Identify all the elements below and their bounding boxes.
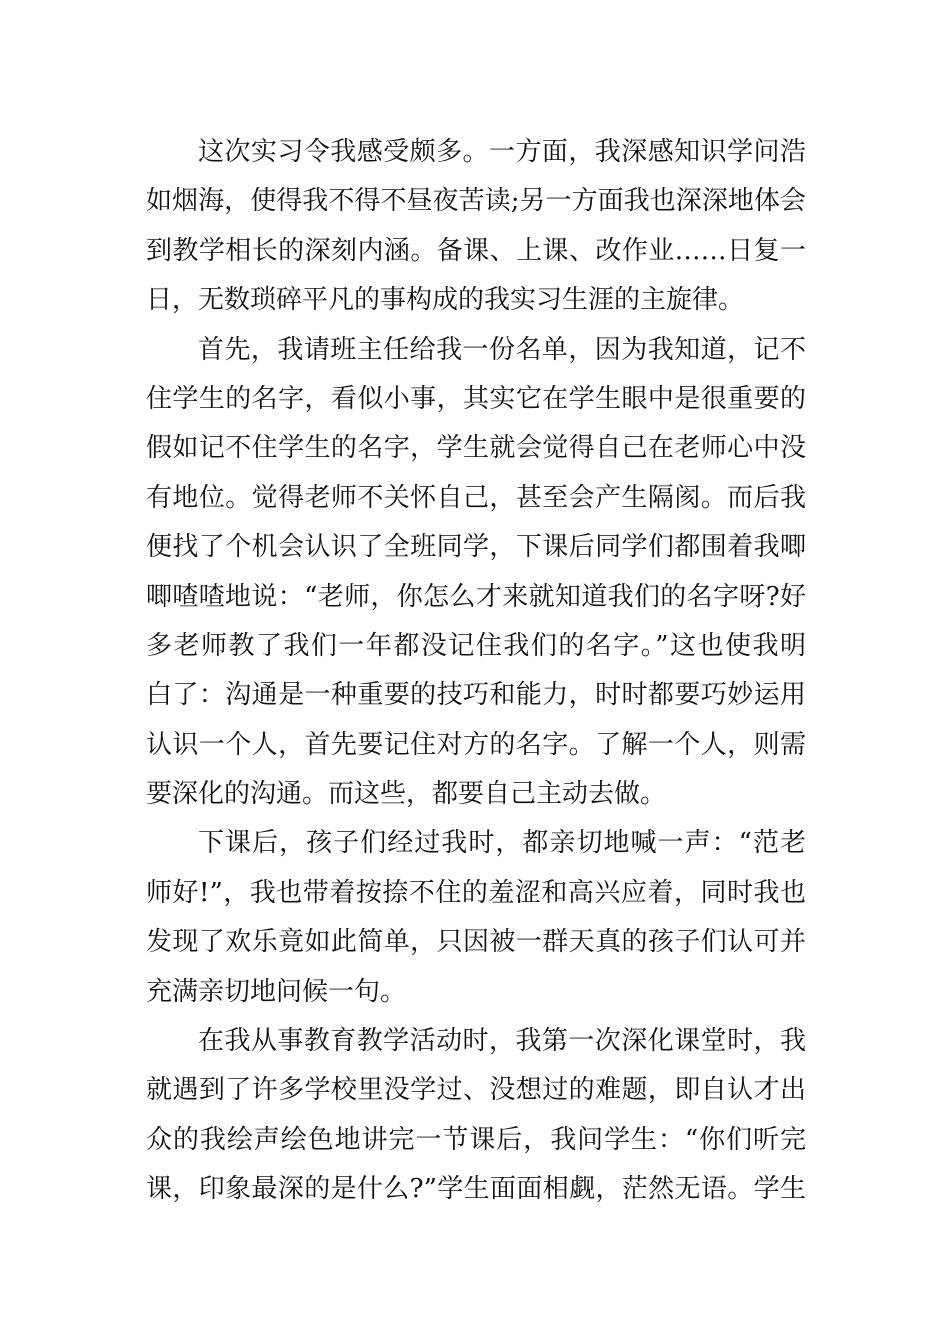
paragraph-line: 课，印象最深的是什么?”学生面面相觑，茫然无语。学生 (146, 1174, 806, 1205)
paragraph-4 (146, 1017, 806, 1215)
paragraph-line: 首先，我请班主任给我一份名单，因为我知道，记不 (198, 334, 806, 365)
paragraph-line: 发现了欢乐竟如此简单，只因被一群天真的孩子们认可并 (146, 927, 806, 958)
paragraph-line: 这次实习令我感受颇多。一方面，我深感知识学问浩 (198, 137, 806, 167)
paragraph-line: 就遇到了许多学校里没学过、没想过的难题，即自认才出 (146, 1075, 806, 1106)
paragraph-2 (146, 326, 806, 820)
paragraph-line: 要深化的沟通。而这些，都要自己主动去做。 (146, 779, 667, 810)
paragraph-line: 众的我绘声绘色地讲完一节课后，我问学生：“你们听完 (146, 1124, 806, 1155)
paragraph-line: 日，无数琐碎平凡的事构成的我实习生涯的主旋律。 (146, 285, 745, 316)
paragraph-line: 住学生的名字，看似小事，其实它在学生眼中是很重要的 (146, 383, 806, 414)
paragraph-1 (146, 128, 806, 326)
paragraph-line: 白了：沟通是一种重要的技巧和能力，时时都要巧妙运用 (146, 680, 806, 711)
paragraph-line: 师好!”，我也带着按捺不住的羞涩和高兴应着，同时我也 (146, 877, 806, 908)
paragraph-3 (146, 819, 806, 1017)
paragraph-line: 多老师教了我们一年都没记住我们的名字。”这也使我明 (146, 630, 806, 661)
paragraph-line: 充满亲切地问候一句。 (146, 976, 407, 1007)
paragraph-line: 认识一个人，首先要记住对方的名字。了解一个人，则需 (146, 729, 806, 760)
paragraph-line: 下课后，孩子们经过我时，都亲切地喊一声：“范老 (198, 828, 806, 859)
paragraph-line: 有地位。觉得老师不关怀自己，甚至会产生隔阂。而后我 (146, 482, 806, 513)
paragraph-line: 到教学相长的深刻内涵。备课、上课、改作业……日复一 (146, 235, 806, 266)
paragraph-line: 在我从事教育教学活动时，我第一次深化课堂时，我 (198, 1026, 806, 1057)
paragraph-line: 便找了个机会认识了全班同学，下课后同学们都围着我唧 (146, 532, 806, 563)
document-body (146, 128, 806, 1215)
paragraph-line: 如烟海，使得我不得不昼夜苦读;另一方面我也深深地体会 (146, 186, 806, 217)
paragraph-line: 假如记不住学生的名字，学生就会觉得自己在老师心中没 (146, 433, 806, 464)
paragraph-line: 唧喳喳地说：“老师，你怎么才来就知道我们的名字呀?好 (146, 581, 806, 612)
